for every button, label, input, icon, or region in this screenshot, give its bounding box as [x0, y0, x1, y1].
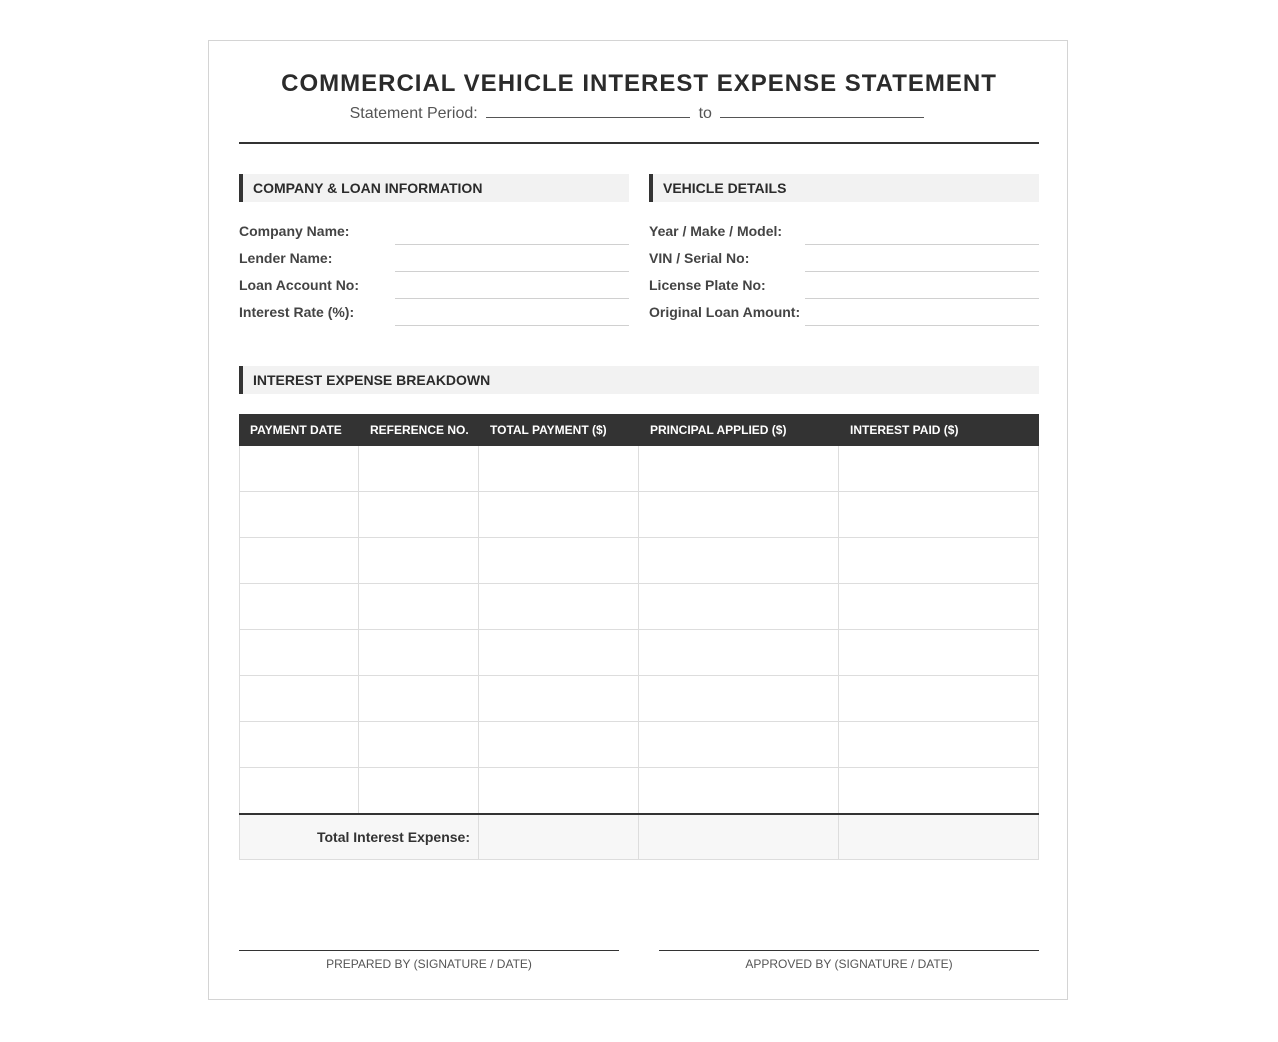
- table-cell-principal-applied[interactable]: [639, 768, 839, 814]
- total-interest-cell[interactable]: [839, 815, 1039, 860]
- column-header-payment-date: PAYMENT DATE: [250, 423, 342, 437]
- loan-account-label: Loan Account No:: [239, 277, 360, 293]
- interest-breakdown-heading: INTEREST EXPENSE BREAKDOWN: [239, 366, 1039, 394]
- period-label: Statement Period:: [349, 105, 478, 122]
- header-divider: [239, 142, 1039, 144]
- table-cell-total-payment[interactable]: [479, 630, 639, 676]
- table-cell-interest-paid[interactable]: [839, 584, 1039, 630]
- table-header-row: [239, 414, 1039, 446]
- table-cell-payment-date[interactable]: [239, 676, 359, 722]
- table-cell-total-payment[interactable]: [479, 768, 639, 814]
- period-start-field[interactable]: [486, 103, 690, 118]
- lender-name-field[interactable]: [395, 271, 629, 272]
- license-plate-label: License Plate No:: [649, 277, 766, 293]
- table-cell-principal-applied[interactable]: [639, 446, 839, 492]
- table-cell-interest-paid[interactable]: [839, 446, 1039, 492]
- table-cell-interest-paid[interactable]: [839, 492, 1039, 538]
- column-header-interest-paid: INTEREST PAID ($): [850, 423, 959, 437]
- table-cell-reference-no[interactable]: [359, 446, 479, 492]
- company-name-label: Company Name:: [239, 223, 350, 239]
- table-cell-payment-date[interactable]: [239, 768, 359, 814]
- company-loan-heading: COMPANY & LOAN INFORMATION: [239, 174, 629, 202]
- table-cell-total-payment[interactable]: [479, 584, 639, 630]
- approved-by-label: APPROVED BY (SIGNATURE / DATE): [745, 957, 953, 971]
- lender-name-label: Lender Name:: [239, 250, 333, 266]
- table-cell-principal-applied[interactable]: [639, 584, 839, 630]
- table-cell-reference-no[interactable]: [359, 768, 479, 814]
- year-make-model-field[interactable]: [805, 244, 1039, 245]
- vin-serial-label: VIN / Serial No:: [649, 250, 750, 266]
- table-cell-reference-no[interactable]: [359, 538, 479, 584]
- table-cell-payment-date[interactable]: [239, 446, 359, 492]
- company-name-field[interactable]: [395, 244, 629, 245]
- table-cell-payment-date[interactable]: [239, 630, 359, 676]
- prepared-by-signature-line[interactable]: [239, 950, 619, 951]
- approved-by-signature-line[interactable]: [659, 950, 1039, 951]
- table-cell-payment-date[interactable]: [239, 584, 359, 630]
- table-cell-payment-date[interactable]: [239, 722, 359, 768]
- interest-rate-label: Interest Rate (%):: [239, 304, 355, 320]
- table-cell-principal-applied[interactable]: [639, 630, 839, 676]
- table-cell-total-payment[interactable]: [479, 538, 639, 584]
- loan-account-field[interactable]: [395, 298, 629, 299]
- table-cell-principal-applied[interactable]: [639, 492, 839, 538]
- original-loan-amount-label: Original Loan Amount:: [649, 304, 801, 320]
- column-header-principal-applied: PRINCIPAL APPLIED ($): [650, 423, 787, 437]
- interest-rate-field[interactable]: [395, 325, 629, 326]
- license-plate-field[interactable]: [805, 298, 1039, 299]
- table-cell-principal-applied[interactable]: [639, 676, 839, 722]
- table-cell-reference-no[interactable]: [359, 676, 479, 722]
- table-cell-principal-applied[interactable]: [639, 538, 839, 584]
- column-header-reference-no: REFERENCE NO.: [370, 423, 469, 437]
- table-cell-total-payment[interactable]: [479, 446, 639, 492]
- column-header-total-payment: TOTAL PAYMENT ($): [490, 423, 607, 437]
- statement-period: [0, 103, 1278, 123]
- total-payment-cell[interactable]: [479, 815, 639, 860]
- table-cell-interest-paid[interactable]: [839, 538, 1039, 584]
- table-cell-principal-applied[interactable]: [639, 722, 839, 768]
- table-cell-payment-date[interactable]: [239, 538, 359, 584]
- total-row: [239, 813, 1039, 860]
- total-principal-cell[interactable]: [639, 815, 839, 860]
- table-cell-reference-no[interactable]: [359, 584, 479, 630]
- vin-serial-field[interactable]: [805, 271, 1039, 272]
- table-cell-reference-no[interactable]: [359, 630, 479, 676]
- document-title: COMMERCIAL VEHICLE INTEREST EXPENSE STATEMENT: [281, 70, 997, 97]
- table-cell-interest-paid[interactable]: [839, 722, 1039, 768]
- table-cell-total-payment[interactable]: [479, 722, 639, 768]
- period-to-label: to: [698, 105, 712, 122]
- table-cell-reference-no[interactable]: [359, 722, 479, 768]
- table-cell-total-payment[interactable]: [479, 676, 639, 722]
- total-label-cell: [239, 815, 479, 860]
- total-interest-label: Total Interest Expense:: [316, 829, 470, 845]
- table-cell-total-payment[interactable]: [479, 492, 639, 538]
- prepared-by-label: PREPARED BY (SIGNATURE / DATE): [326, 957, 532, 971]
- table-cell-interest-paid[interactable]: [839, 676, 1039, 722]
- period-end-field[interactable]: [720, 103, 924, 118]
- original-loan-amount-field[interactable]: [805, 325, 1039, 326]
- table-cell-reference-no[interactable]: [359, 492, 479, 538]
- table-cell-payment-date[interactable]: [239, 492, 359, 538]
- table-cell-interest-paid[interactable]: [839, 768, 1039, 814]
- year-make-model-label: Year / Make / Model:: [649, 223, 783, 239]
- vehicle-details-heading: VEHICLE DETAILS: [649, 174, 1039, 202]
- table-cell-interest-paid[interactable]: [839, 630, 1039, 676]
